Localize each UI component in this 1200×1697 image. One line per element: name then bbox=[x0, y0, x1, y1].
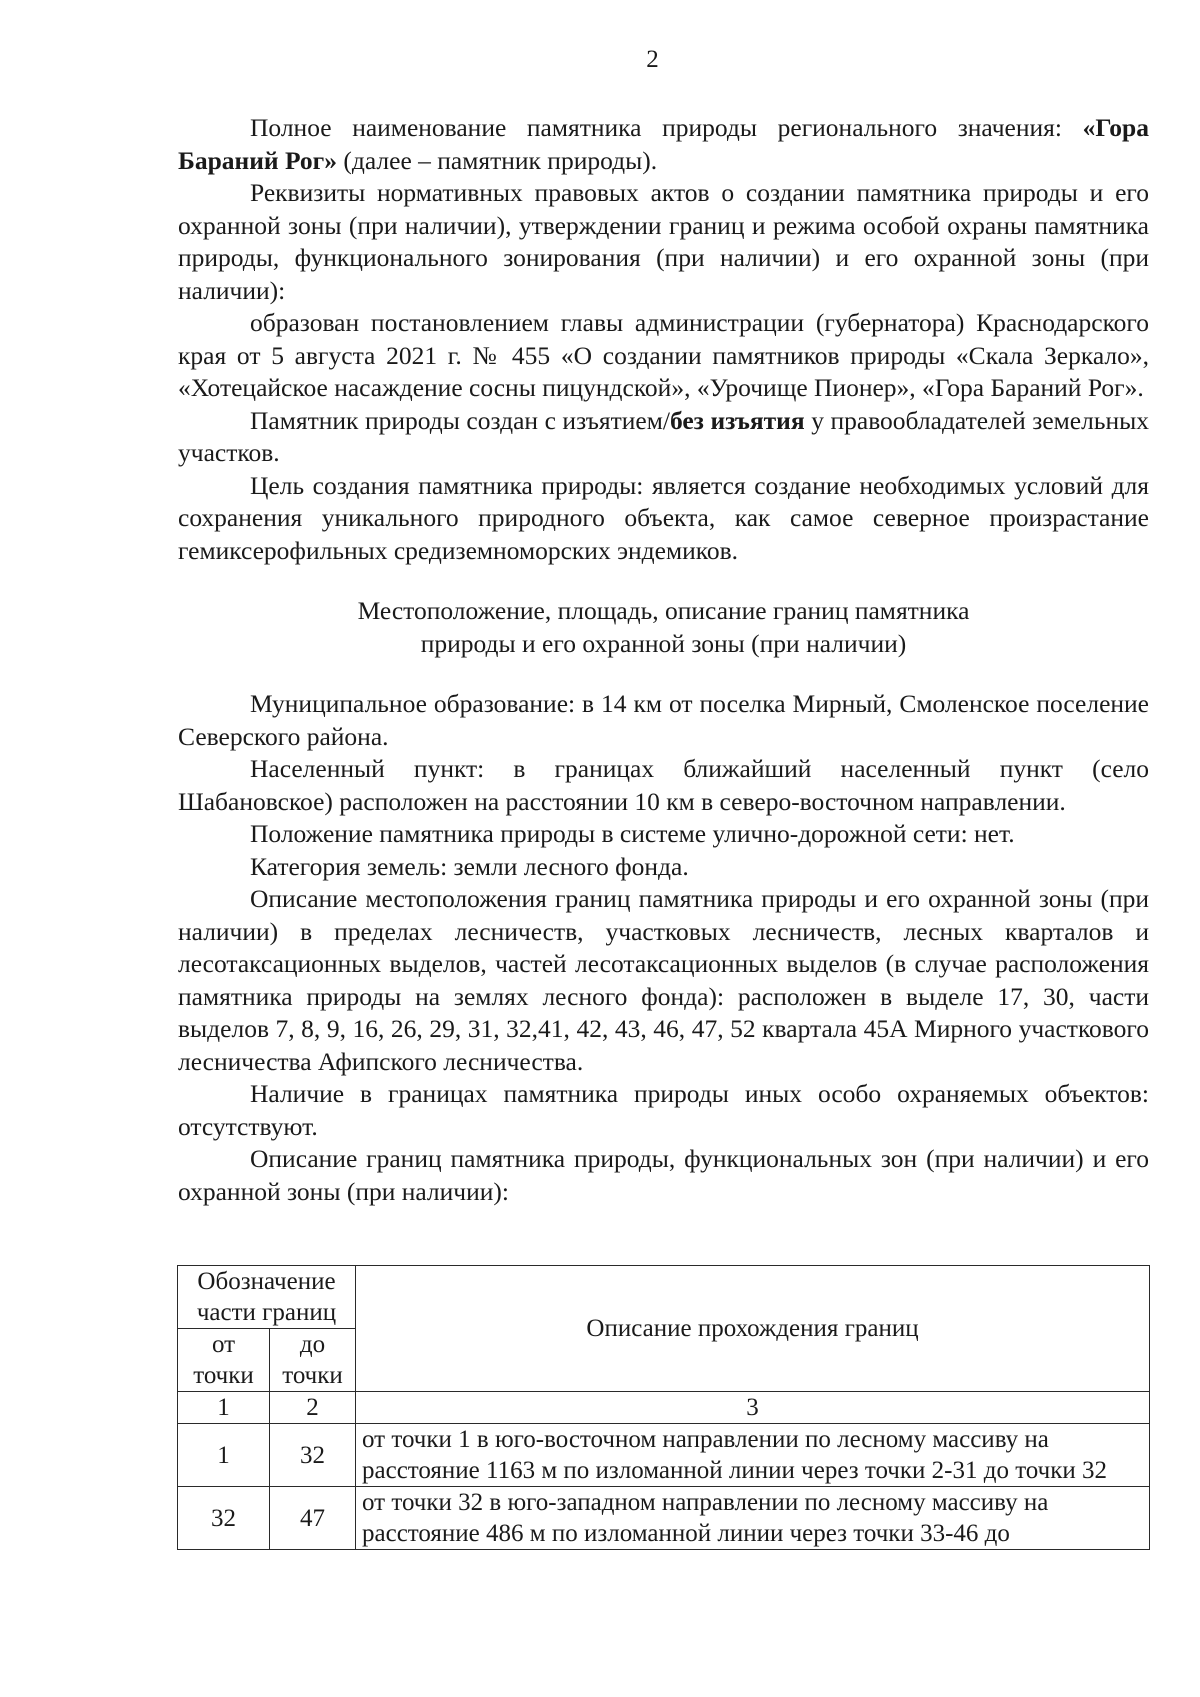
row-description: от точки 32 в юго-западном направлении по лесному массиву на расстояние 486 м по изломанной линии через точки 33-46 до bbox=[356, 1487, 1150, 1550]
column-number-1: 1 bbox=[178, 1392, 270, 1424]
paragraph-location-description: Описание местоположения границ памятника природы и его охранной зоны (при наличии) в пределах лесничеств, участковых лесничеств, лесных кварталов и лесотаксационных выделов, частей лесотаксационных выделов (в случае расположения памятника природы на землях лесного фонда): расположен в выделе 17, 30, части выделов 7, 8, 9, 16, 26, 29, 31, 32,41, 42, 43, 46, 47, 52 квартала 45А Мирного участкового лесничества Афипского лесничества. bbox=[178, 884, 1149, 1076]
heading-line-2: природы и его охранной зоны (при наличии) bbox=[420, 628, 907, 658]
table-row bbox=[178, 1424, 1150, 1487]
boundary-table bbox=[177, 1265, 1150, 1550]
paragraph-full-name bbox=[178, 112, 1149, 177]
paragraph-purpose: Цель создания памятника природы: является создание необходимых условий для сохранения уникального природного объекта, как самое северное произрастание гемиксерофильных средиземноморских эндемиков. bbox=[178, 470, 1149, 565]
paragraph-boundary-description: Описание границ памятника природы, функциональных зон (при наличии) и его охранной зоны (при наличии): bbox=[178, 1144, 1149, 1206]
monument-name: «Гора Бараний Рог» bbox=[178, 113, 1149, 175]
withdrawal-bold: без изъятия bbox=[669, 405, 805, 435]
page-number: 2 bbox=[646, 46, 659, 73]
paragraph-requisites: Реквизиты нормативных правовых актов о создании памятника природы и его охранной зоны (при наличии), утверждении границ и режима особой охраны памятника природы, функционального зонирования (при наличии) и его охранной зоны (при наличии): bbox=[178, 178, 1149, 305]
full-name-label: Полное наименование памятника природы регионального значения: bbox=[250, 113, 1083, 142]
full-name-suffix: (далее – памятник природы). bbox=[337, 145, 658, 175]
section-heading bbox=[178, 595, 1149, 660]
paragraph-municipality: Муниципальное образование: в 14 км от поселка Мирный, Смоленское поселение Северского района. bbox=[178, 689, 1149, 751]
paragraph-road-network: Положение памятника природы в системе улично-дорожной сети: нет. bbox=[250, 819, 1015, 848]
column-number-2: 2 bbox=[270, 1392, 356, 1424]
paragraph-settlement: Населенный пункт: в границах ближайший населенный пункт (село Шабановское) расположен на расстоянии 10 км в северо-восточном направлении. bbox=[178, 754, 1149, 816]
header-from-point: от точки bbox=[178, 1329, 270, 1392]
header-description: Описание прохождения границ bbox=[356, 1266, 1150, 1392]
row-to-point: 32 bbox=[270, 1424, 356, 1487]
table-row bbox=[178, 1487, 1150, 1550]
row-description: от точки 1 в юго-восточном направлении по лесному массиву на расстояние 1163 м по изломанной линии через точки 2-31 до точки 32 bbox=[356, 1424, 1150, 1487]
heading-line-1: Местоположение, площадь, описание границ памятника bbox=[357, 596, 970, 625]
paragraph-decree: образован постановлением главы администрации (губернатора) Краснодарского края от 5 августа 2021 г. № 455 «О создании памятников природы «Скала Зеркало», «Хотецайское насаждение сосны пицундской», «Урочище Пионер», «Гора Бараний Рог». bbox=[178, 308, 1149, 402]
document-body bbox=[178, 112, 1149, 1208]
row-from-point: 32 bbox=[178, 1487, 270, 1550]
column-number-3: 3 bbox=[356, 1392, 1150, 1424]
row-from-point: 1 bbox=[178, 1424, 270, 1487]
paragraph-other-objects: Наличие в границах памятника природы иных особо охраняемых объектов: отсутствуют. bbox=[178, 1079, 1149, 1141]
header-to-point: до точки bbox=[270, 1329, 356, 1392]
paragraph-land-category: Категория земель: земли лесного фонда. bbox=[250, 851, 689, 881]
row-to-point: 47 bbox=[270, 1487, 356, 1550]
withdrawal-suffix: у правообладателей земельных участков. bbox=[178, 405, 1149, 467]
paragraph-withdrawal bbox=[178, 405, 1149, 470]
header-boundary-part: Обозначение части границ bbox=[178, 1266, 356, 1329]
withdrawal-text: Памятник природы создан с изъятием/ bbox=[250, 405, 670, 435]
